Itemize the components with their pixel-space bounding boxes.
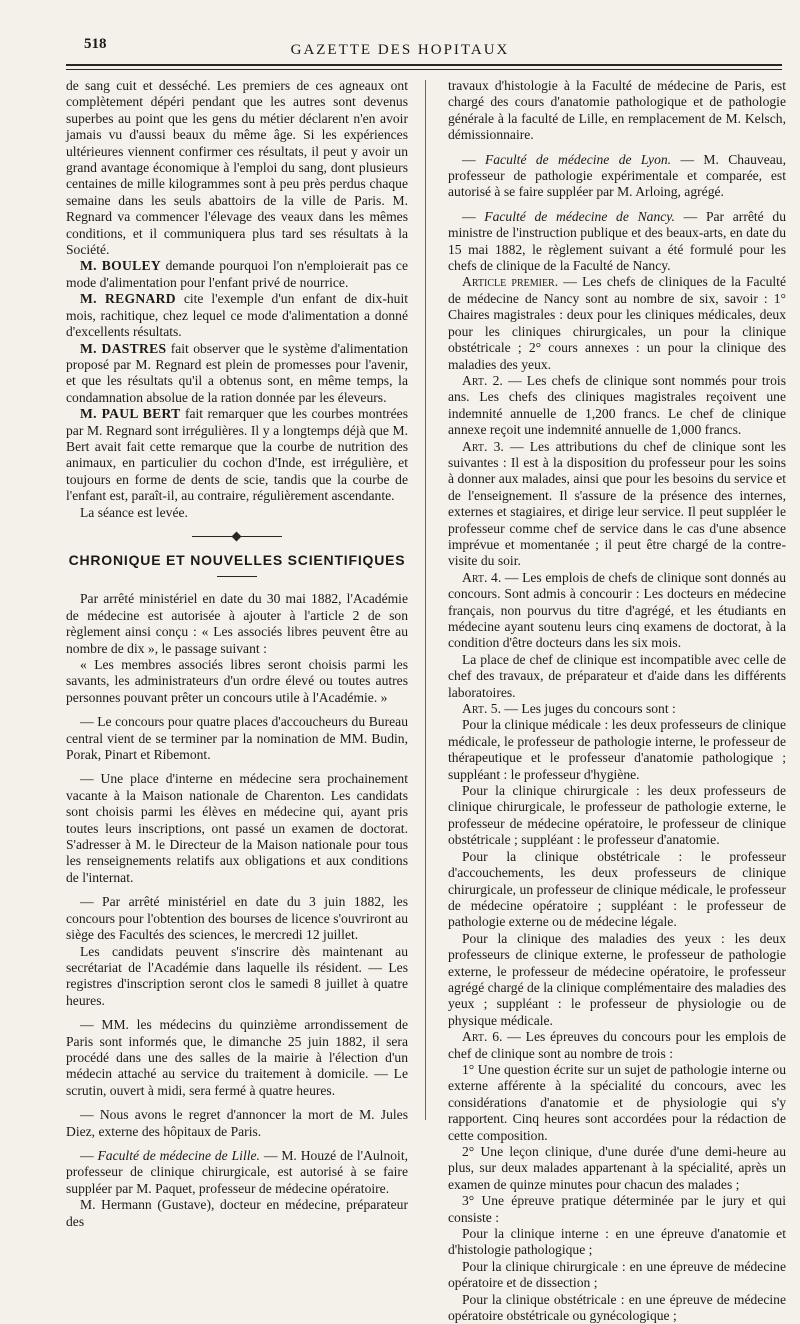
paragraph-text: — M. Houzé de l'Aulnoit, professeur de clinique chirurgicale, est autorisé à se faire suppléer par M. Paquet, professeur de médecine opératoire. (66, 1147, 408, 1196)
faculty-heading: Faculté de médecine de Nancy. (484, 208, 675, 224)
paragraph-text: cite l'exemple d'un enfant de dix-huit mois, rachitique, chez lequel ce mode d'alimentation a donné d'excellents résultats. (66, 291, 408, 340)
paragraph (66, 291, 408, 340)
paragraph-text: — Les chefs de cliniques de la Faculté de médecine de Nancy sont au nombre de six, savoir : 1° Chaires magistrales : deux pour les cliniques médicales, deux pour les cliniques chirurgicales, un pour la clinique obstétricale ; 2° cours annexes : un pour la clinique des maladies des yeux. (448, 274, 786, 372)
speaker-name: M. PAUL BERT (80, 406, 181, 422)
section-rule (217, 576, 257, 577)
paragraph: Pour la clinique chirurgicale : en une épreuve de médecine opératoire et de dissection ; (448, 1258, 786, 1291)
news-item: « Les membres associés libres seront choisis parmi les savants, les administrateurs d'un ordre élevé ou toutes autres personnes pouvant prêter un concours utile à l'Académie. » (66, 657, 408, 705)
article (448, 1029, 786, 1062)
paragraph-text: — Par arrêté du ministre de l'instruction publique et des beaux-arts, en date du 15 mai 1882, le règlement suivant a été formulé pour les chefs de clinique de la Faculté de Nancy. (448, 208, 786, 274)
paragraph-text: fait observer que le système d'alimentation proposé par M. Regnard est plein de promesses pour l'avenir, et que les résultats qu'il a obtenus sont, en même temps, la condamnation absolue de la ration donnée par les éleveurs. (66, 340, 408, 405)
news-item: — Le concours pour quatre places d'accoucheurs du Bureau central vient de se terminer par la nomination de MM. Budin, Porak, Pinart et Ribemont. (66, 714, 408, 763)
column-separator (425, 80, 426, 1120)
right-column (448, 78, 786, 1324)
paragraph-text: — Les emplois de chefs de clinique sont donnés au concours. Sont admis à concourir : Les docteurs en médecine français, non pourvus du titre d'agrégé, et les étudiants en médecine ayant soutenu leurs cinq examens de doctorat, à la condition d'être docteurs dans les six mois. (448, 569, 786, 651)
news-item: — Une place d'interne en médecine sera prochainement vacante à la Maison nationale de Charenton. Les candidats sont choisis parmi les élèves en médecine qui, ayant pris toutes leurs inscriptions, ont passé un examen de doctorat. S'adresser à M. le Directeur de la Maison nationale pour tous les renseignements relatifs aux obligations et aux conditions de l'internat. (66, 771, 408, 885)
news-item: Les candidats peuvent s'inscrire dès maintenant au secrétariat de l'Académie dans laquelle ils résident. — Les registres d'inscription seront clos le samedi 8 juillet à quatre heures. (66, 943, 408, 1008)
paragraph: 3° Une épreuve pratique déterminée par le jury et qui consiste : (448, 1193, 786, 1225)
paragraph-text: fait remarquer que les courbes montrées par M. Regnard sont irrégulières. Il y a longtemps déjà que M. Bert avait fait cette remarque que la courbe de nutrition des animaux, en particulier du cochon d'Inde, est irrégulière, et toujours en forme de dents de scie, tandis que la courbe de l'enfant est, paraît-il, au contraire, régulièrement ascendante. (66, 406, 408, 504)
header-rule-thick (66, 64, 782, 66)
paragraph: 1° Une question écrite sur un sujet de pathologie interne ou externe afférente à la spécialité du concours, avec les considérations d'anatomie et de physiologie qui s'y rapportent. Cinq heures sont accordées pour la rédaction de cette composition. (448, 1061, 786, 1143)
article (448, 274, 786, 372)
paragraph: Pour la clinique médicale : les deux professeurs de clinique médicale, le professeur de pathologie interne, le professeur de thérapeutique et le professeur d'anatomie pathologique ; suppléant : le professeur d'hygiène. (448, 717, 786, 782)
paragraph-text: demande pourquoi l'on n'emploierait pas ce mode d'alimentation pour l'enfant privé de nourrice. (66, 258, 408, 290)
paragraph-text: — M. Chauveau, professeur de pathologie expérimentale et comparée, est autorisé à se faire suppléer par M. Arloing, agrégé. (448, 151, 786, 200)
news-item: — MM. les médecins du quinzième arrondissement de Paris sont informés que, le dimanche 25 juin 1882, il sera procédé dans une des salles de la mairie à l'élection d'un médecin attaché au service du traitement à domicile. — Le scrutin, ouvert à midi, sera fermé à quatre heures. (66, 1017, 408, 1098)
article-label: Art. 4. (462, 569, 502, 585)
paragraph: de sang cuit et desséché. Les premiers de ces agneaux ont complètement dépéri pendant que les autres sont devenus superbes au point que les gens du métier déclarent n'en avoir jamais vu d'aussi beaux du même âge. Si les expériences ultérieures viennent confirmer ces résultats, il peut y avoir un grand avantage économique à l'emploi du sang, dont plusieurs centaines de mille kilogrammes sont à peu près perdus chaque semaine dans les seuls abattoirs de la ville de Paris. M. Regnard va commencer l'élevage des veaux dans les mêmes conditions, et il communiquera plus tard ses résultats à la Société. (66, 78, 408, 258)
paragraph-text: — Les juges du concours sont : (501, 701, 676, 717)
page-number: 518 (84, 36, 107, 52)
session-closing: La séance est levée. (80, 504, 188, 520)
speaker-name: M. BOULEY (80, 258, 161, 274)
news-item: Par arrêté ministériel en date du 30 mai 1882, l'Académie de médecine est autorisée à ajouter à l'article 2 de son règlement ainsi conçu : « Les associés libres peuvent être au nombre de dix », le passage suivant : (66, 591, 408, 656)
paragraph: Pour la clinique obstétricale : en une épreuve de médecine opératoire obstétricale ou gynécologique ; (448, 1291, 786, 1324)
news-item: M. Hermann (Gustave), docteur en médecine, préparateur des (66, 1197, 408, 1229)
paragraph (66, 258, 408, 291)
news-item: — Faculté de médecine de Lille. — M. Houzé de l'Aulnoit, professeur de clinique chirurgicale, est autorisé à se faire suppléer par M. Paquet, professeur de médecine opératoire. (66, 1147, 408, 1196)
paragraph: Pour la clinique chirurgicale : les deux professeurs de clinique chirurgicale, le professeur de pathologie externe, le professeur de médecine opératoire, le professeur de clinique obstétricale ; suppléant : le professeur d'anatomie. (448, 783, 786, 848)
article-label: Art. 6. (462, 1029, 503, 1045)
paragraph: Pour la clinique des maladies des yeux : les deux professeurs de clinique externe, le professeur de pathologie externe, le professeur de médecine opératoire, le professeur agrégé chargé de la clinique complémentaire des maladies des yeux ; suppléant : le professeur de physiologie ou de physique médicale. (448, 930, 786, 1028)
news-item: — Par arrêté ministériel en date du 3 juin 1882, les concours pour l'obtention des bourses de licence s'ouvriront au siège des Facultés des sciences, le mercredi 12 juillet. (66, 894, 408, 943)
header-rule-thin (66, 69, 782, 70)
running-title: GAZETTE DES HOPITAUX (290, 42, 510, 58)
news-item: — Faculté de médecine de Nancy. — Par arrêté du ministre de l'instruction publique et des beaux-arts, en date du 15 mai 1882, le règlement suivant a été formulé pour les chefs de clinique de la Faculté de Nancy. (448, 208, 786, 274)
article (448, 570, 786, 652)
faculty-heading: Faculté de médecine de Lille. (97, 1147, 260, 1163)
paragraph (66, 406, 408, 504)
paragraph-text: — Les attributions du chef de clinique sont les suivantes : Il est à la disposition du professeur pour les soins à donner aux malades, ainsi que pour les besoins du service et de l'enseignement. Il s'assure de la présence des internes, externes et stagiaires, et dirige leur service. Il peut suppléer le professeur comme chef de service dans le cas d'une absence imprévue et momentanée ; il peut être chargé de la contre-visite du soir. (448, 438, 786, 569)
speaker-name: M. REGNARD (80, 291, 176, 307)
paragraph: La place de chef de clinique est incompatible avec celle de chef des travaux, de préparateur et d'aide dans les différents laboratoires. (448, 651, 786, 700)
left-column (66, 78, 408, 1230)
section-title: CHRONIQUE ET NOUVELLES SCIENTIFIQUES (68, 551, 406, 568)
speaker-name: M. DASTRES (80, 340, 167, 356)
news-item: — Faculté de médecine de Lyon. — M. Chauveau, professeur de pathologie expérimentale et comparée, est autorisé à se faire suppléer par M. Arloing, agrégé. (448, 151, 786, 200)
article-label: Art. 5. (462, 701, 501, 717)
article-label: Art. 3. (462, 438, 504, 454)
news-item: — Nous avons le regret d'annoncer la mort de M. Jules Diez, externe des hôpitaux de Paris. (66, 1107, 408, 1139)
paragraph-text: — Les épreuves du concours pour les emplois de chef de clinique sont au nombre de trois : (448, 1029, 786, 1061)
article-label: Article premier. (462, 274, 559, 290)
article (448, 439, 786, 570)
article-label: Art. 2. (462, 372, 503, 388)
paragraph-text: — Les chefs de clinique sont nommés pour trois ans. Les chefs des cliniques magistrales reçoivent une indemnité annuelle de 1,200 francs. Le chef de clinique annexe reçoit une indemnité annuelle de 1,000 francs. (448, 372, 786, 438)
paragraph: 2° Une leçon clinique, d'une durée d'une demi-heure au plus, sur deux malades appartenant à la spécialité, après un examen de quinze minutes pour chacun des malades ; (448, 1144, 786, 1192)
paragraph: travaux d'histologie à la Faculté de médecine de Paris, est chargé des cours d'anatomie pathologique et de pathologie générale à la faculté de Lille, en remplacement de M. Kelsch, démissionnaire. (448, 78, 786, 143)
faculty-heading: Faculté de médecine de Lyon. (484, 151, 672, 167)
paragraph: Pour la clinique interne : en une épreuve d'anatomie et d'histologie pathologique ; (448, 1226, 786, 1258)
article (448, 373, 786, 439)
ornament-divider (192, 533, 282, 540)
article (448, 701, 786, 717)
paragraph: Pour la clinique obstétricale : le professeur d'accouchements, les deux professeurs de clinique chirurgicale, un professeur de clinique médicale, le professeur de médecine opératoire ; suppléant : le professeur de pathologie externe ou de médecine légale. (448, 848, 786, 930)
paragraph (66, 341, 408, 407)
